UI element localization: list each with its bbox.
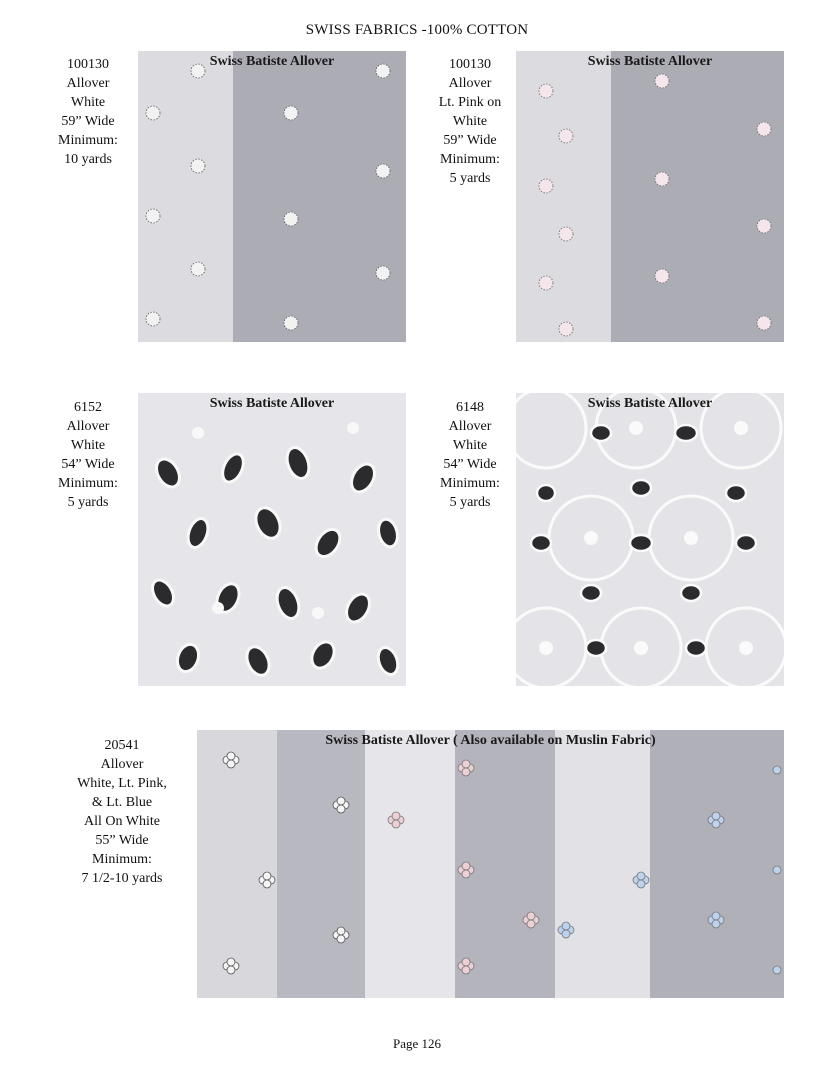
fabric-line: 5 yards <box>67 495 109 510</box>
fabric-line: 55” Wide <box>95 833 149 848</box>
fabric-line: 54” Wide <box>443 457 497 472</box>
fabric-line: Minimum: <box>58 476 118 491</box>
batiste-clover-pattern <box>197 730 784 998</box>
eyelet-leaf-pattern <box>138 393 406 686</box>
fabric-line: Minimum: <box>58 133 118 148</box>
fabric-line: White <box>70 438 106 453</box>
page-title: SWISS FABRICS -100% COTTON <box>305 22 529 38</box>
swatch-label: Swiss Batiste Allover ( Also available on Muslin Fabric) <box>325 733 656 748</box>
fabric-line: Lt. Pink on <box>438 95 502 110</box>
fabric-code: 20541 <box>104 738 140 753</box>
page-number: Page 126 <box>392 1036 442 1051</box>
fabric-line: Allover <box>66 76 110 91</box>
fabric-line: 5 yards <box>449 171 491 186</box>
fabric-description <box>422 398 518 512</box>
fabric-description <box>422 55 518 188</box>
fabric-swatch-image <box>138 51 406 342</box>
fabric-swatch-image <box>138 393 406 686</box>
fabric-description <box>40 55 136 169</box>
swatch-label: Swiss Batiste Allover <box>587 396 713 411</box>
fabric-line: White <box>70 95 106 110</box>
fabric-line: Minimum: <box>440 476 500 491</box>
fabric-line: Minimum: <box>92 852 152 867</box>
fabric-swatch-image <box>516 393 784 686</box>
fabric-swatch-image <box>197 730 784 998</box>
fabric-code: 6148 <box>456 400 484 415</box>
fabric-line: White <box>452 438 488 453</box>
batiste-dot-pattern <box>516 51 784 342</box>
fabric-code: 100130 <box>449 57 491 72</box>
eyelet-flower-pattern <box>516 393 784 686</box>
fabric-description <box>52 736 192 888</box>
fabric-line: All On White <box>84 814 160 829</box>
fabric-line: 7 1/2-10 yards <box>81 871 163 886</box>
fabric-line: Allover <box>448 76 492 91</box>
fabric-code: 6152 <box>74 400 102 415</box>
fabric-code: 100130 <box>67 57 109 72</box>
fabric-line: Minimum: <box>440 152 500 167</box>
fabric-swatch-image <box>516 51 784 342</box>
fabric-line: Allover <box>448 419 492 434</box>
fabric-description <box>40 398 136 512</box>
fabric-line: & Lt. Blue <box>91 795 153 810</box>
swatch-label: Swiss Batiste Allover <box>587 54 713 69</box>
fabric-line: 10 yards <box>64 152 112 167</box>
fabric-line: White, Lt. Pink, <box>77 776 167 791</box>
fabric-line: 59” Wide <box>61 114 115 129</box>
fabric-line: Allover <box>66 419 110 434</box>
batiste-dot-pattern <box>138 51 406 342</box>
fabric-line: 5 yards <box>449 495 491 510</box>
fabric-line: 59” Wide <box>443 133 497 148</box>
fabric-line: Allover <box>100 757 144 772</box>
fabric-line: 54” Wide <box>61 457 115 472</box>
swatch-label: Swiss Batiste Allover <box>209 54 335 69</box>
fabric-line: White <box>452 114 488 129</box>
swatch-label: Swiss Batiste Allover <box>209 396 335 411</box>
